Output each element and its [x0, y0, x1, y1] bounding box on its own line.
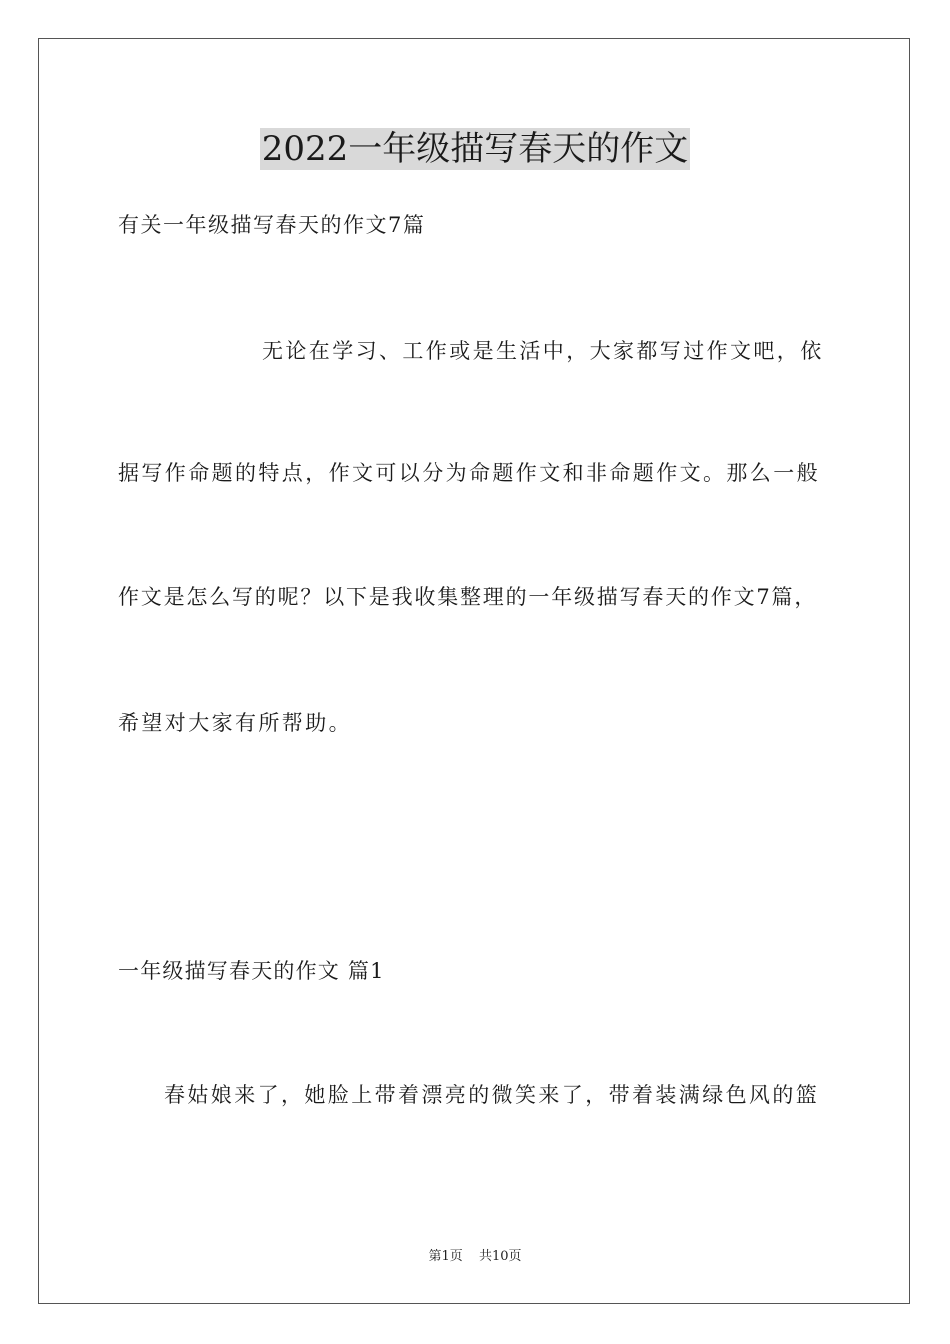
section-heading: 一年级描写春天的作文 篇1 — [118, 959, 385, 983]
title-container — [0, 128, 950, 170]
page-footer — [0, 1248, 950, 1266]
document-title: 2022一年级描写春天的作文 — [261, 129, 689, 169]
intro-paragraph-line-2: 据写作命题的特点，作文可以分为命题作文和非命题作文。那么一般 — [118, 461, 820, 485]
intro-paragraph-line-4: 希望对大家有所帮助。 — [118, 711, 352, 735]
page-number: 第1页 — [428, 1249, 463, 1264]
page-total: 共10页 — [478, 1249, 522, 1264]
intro-paragraph-line-1: 无论在学习、工作或是生活中，大家都写过作文吧，依 — [262, 339, 824, 363]
section-paragraph-line-1: 春姑娘来了，她脸上带着漂亮的微笑来了，带着装满绿色风的篮 — [164, 1083, 820, 1107]
intro-paragraph-line-3: 作文是怎么写的呢？以下是我收集整理的一年级描写春天的作文7篇， — [118, 585, 818, 609]
document-subtitle: 有关一年级描写春天的作文7篇 — [118, 213, 426, 237]
